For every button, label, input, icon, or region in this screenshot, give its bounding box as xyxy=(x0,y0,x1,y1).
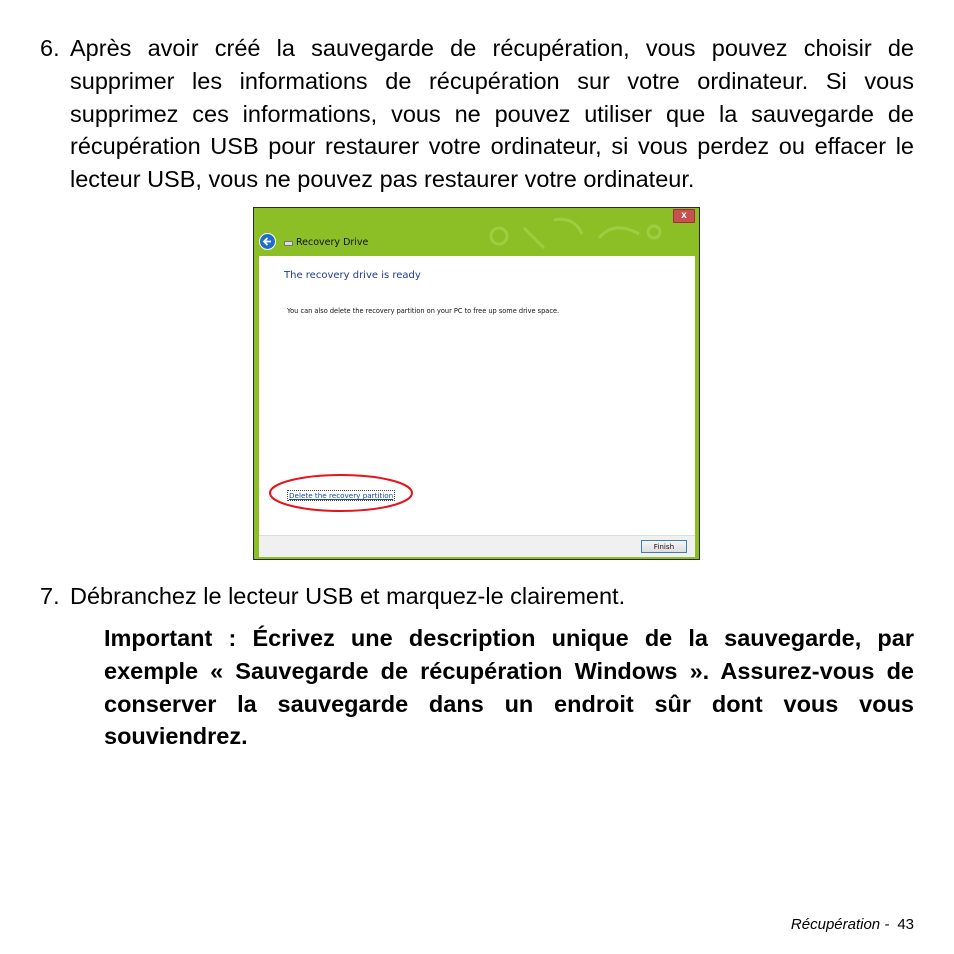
close-button[interactable]: x xyxy=(673,209,695,223)
back-button[interactable] xyxy=(259,233,276,250)
finish-button[interactable] xyxy=(641,540,687,553)
window-title: Recovery Drive xyxy=(296,237,369,248)
wizard-button-bar xyxy=(259,535,695,557)
step-6 xyxy=(40,32,914,196)
usb-drive-icon xyxy=(284,241,293,246)
wizard-description: You can also delete the recovery partition on your PC to free up some drive space. xyxy=(287,307,560,315)
highlight-ellipse xyxy=(267,472,415,514)
back-arrow-icon xyxy=(262,236,273,247)
delete-partition-link[interactable]: Delete the recovery partition xyxy=(289,491,394,500)
window-titlebar xyxy=(254,208,699,227)
important-note: Important : Écrivez une description unique de la sauvegarde, par exemple « Sauvegarde de récupération Windows ». Assurez-vous de conserver la sauvegarde dans un endroit sûr dont vous vous souviendrez. xyxy=(104,625,914,750)
step-6-number: 6. xyxy=(40,35,60,61)
finish-label: Finish xyxy=(653,542,675,551)
step-7 xyxy=(40,580,914,613)
step-7-number: 7. xyxy=(40,583,60,609)
footer-section: Récupération - xyxy=(790,916,890,933)
page-number: 43 xyxy=(897,916,914,933)
step-7-text: Débranchez le lecteur USB et marquez-le clairement. xyxy=(70,583,626,609)
step-6-text: Après avoir créé la sauvegarde de récupération, vous pouvez choisir de supprimer les informations de récupération sur votre ordinateur. Si vous supprimez ces informations, vous ne pouvez utiliser que la sauvegarde de récupération USB pour restaurer votre ordinateur, si vous perdez ou effacer le lecteur USB, vous ne pouvez pas restaurer votre ordinateur. xyxy=(70,35,914,193)
wizard-heading: The recovery drive is ready xyxy=(284,270,421,281)
page-footer xyxy=(791,916,914,933)
